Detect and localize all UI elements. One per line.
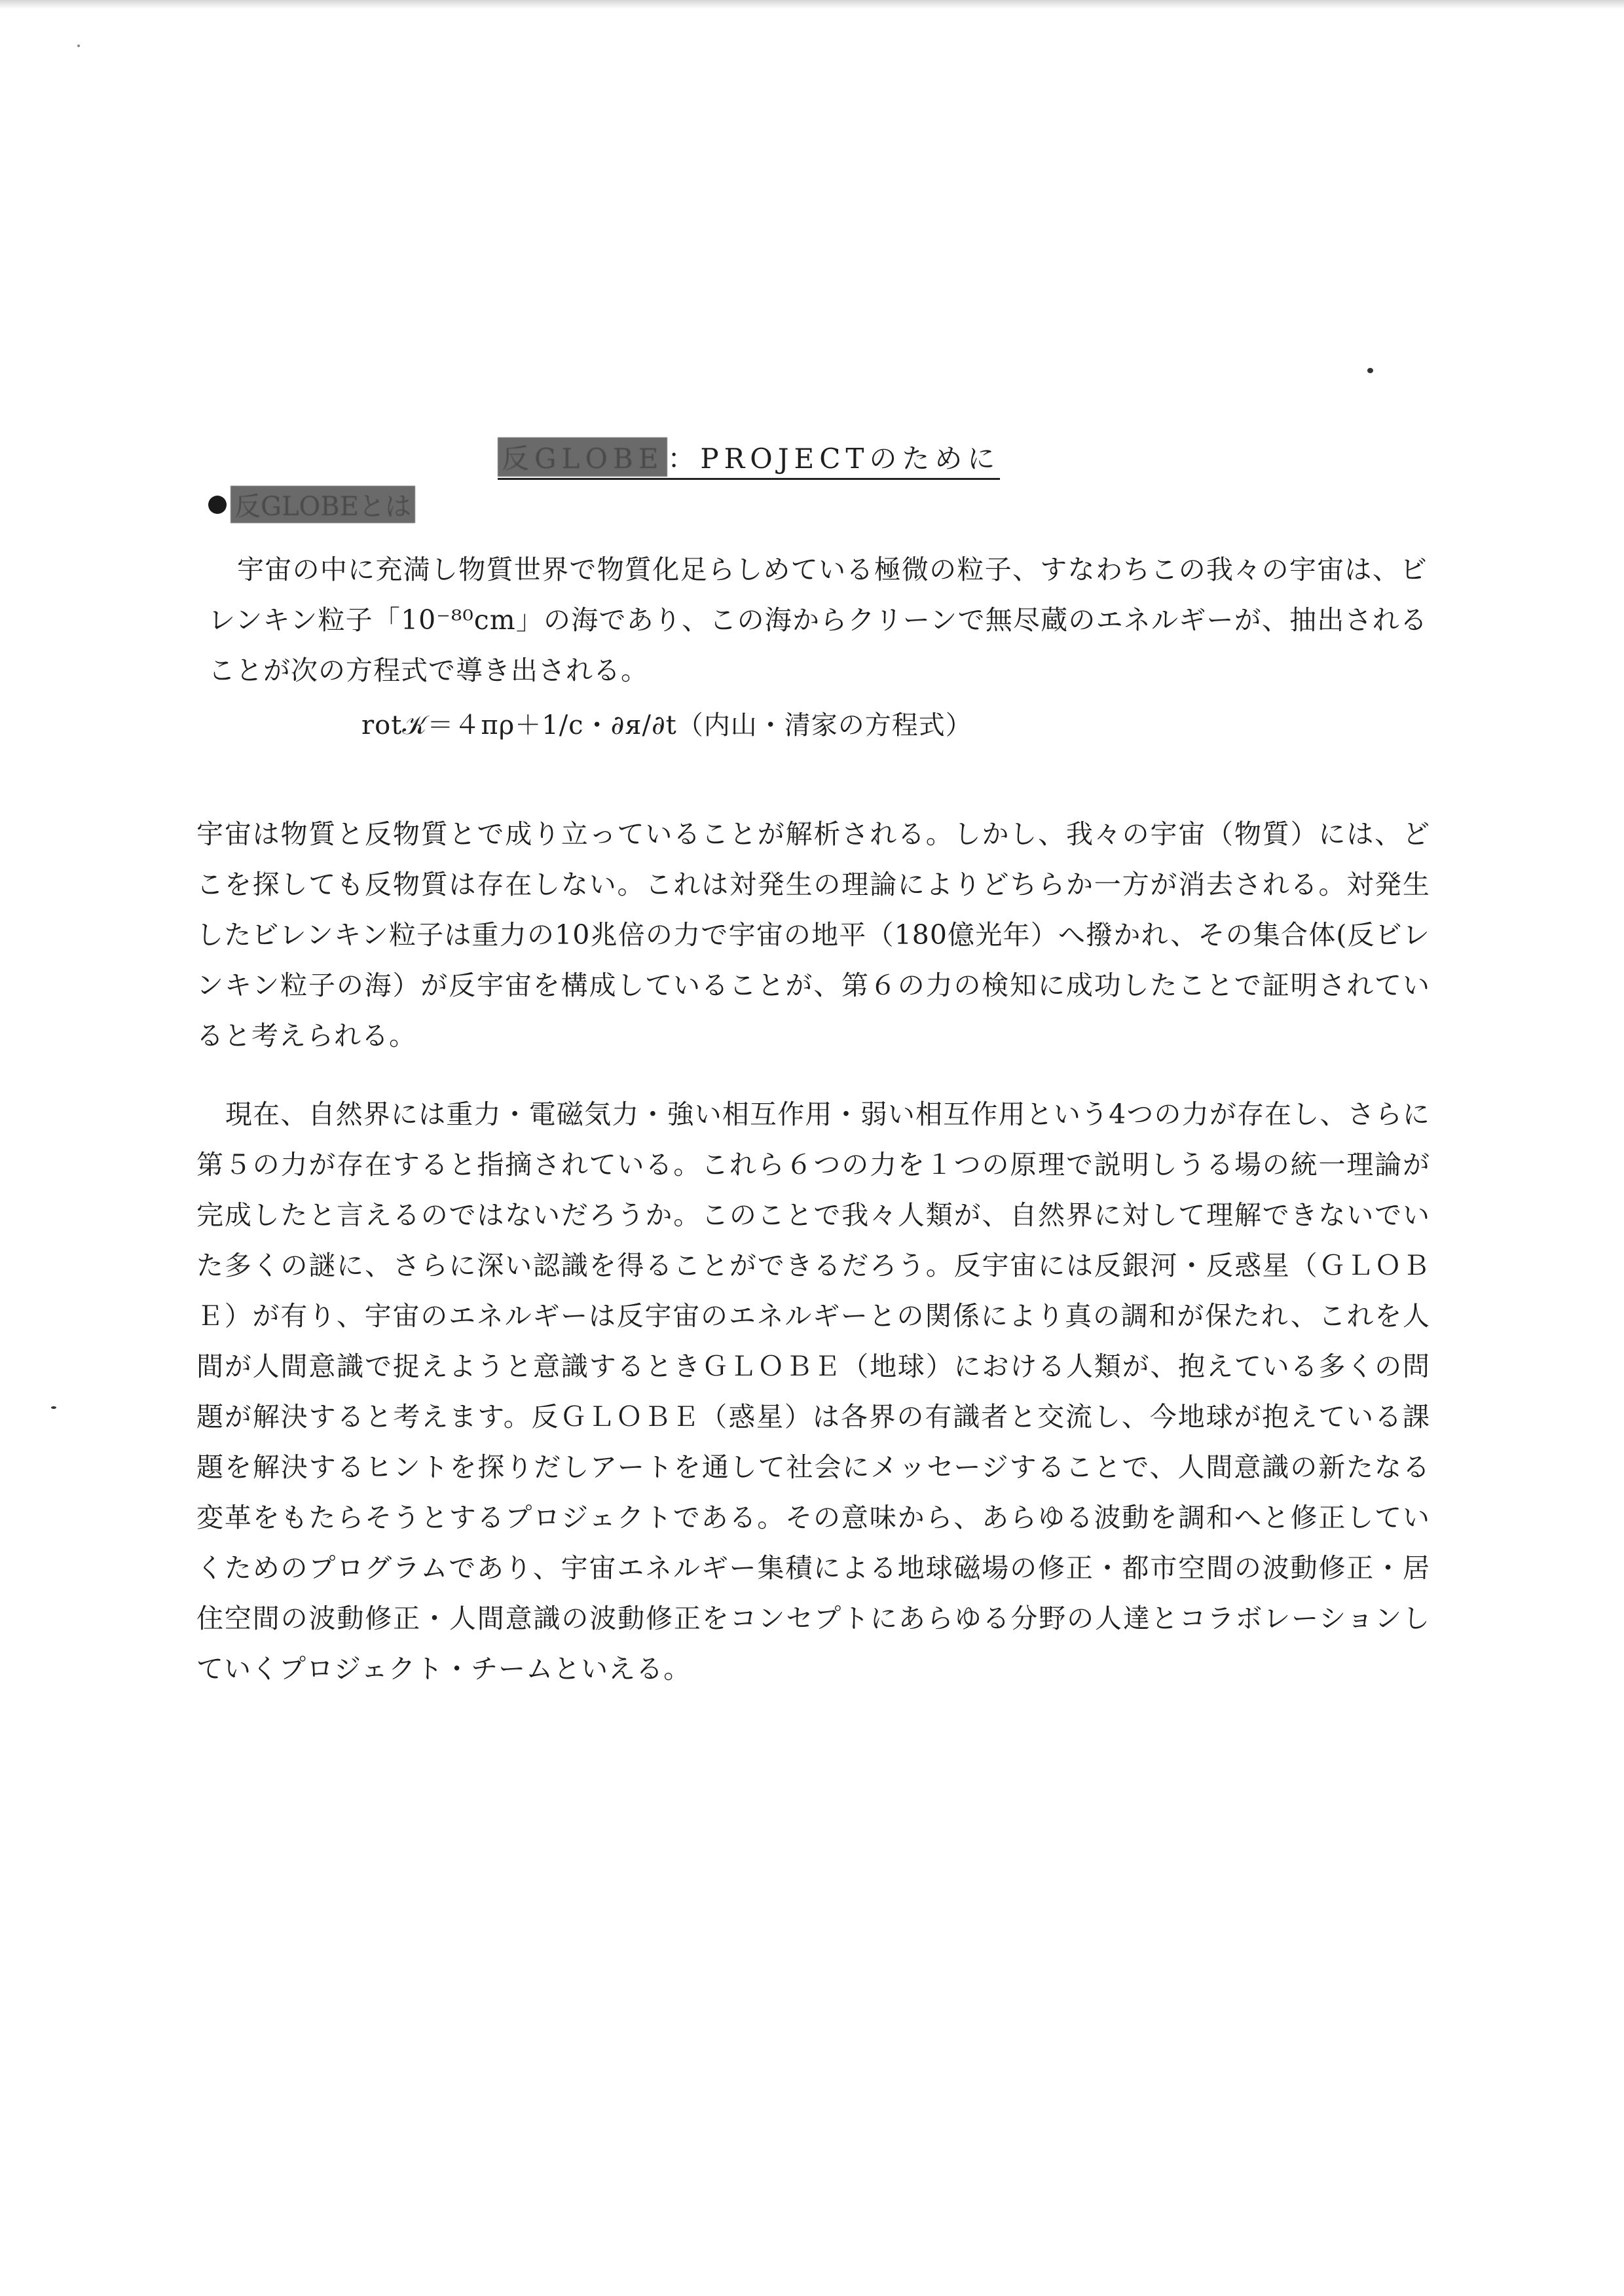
title-text: ：PROJECTのために [667, 443, 1001, 475]
scan-speck [1367, 368, 1373, 373]
document-title [498, 437, 1000, 480]
redacted-title-text: 反GLOBE [498, 437, 667, 477]
scan-speck [51, 1406, 56, 1409]
paragraph-3: 現在、自然界には重力・電磁気力・強い相互作用・弱い相互作用という4つの力が存在し、さらに第５の力が存在すると指摘されている。これら６つの力を１つの原理で説明しうる場の統一理論が完成したと言えるのではないだろうか。このことで我々人類が、自然界に対して理解できないでいた多くの謎に、さらに深い認識を得ることができるだろう。反宇宙には反銀河・反惑星（ＧＬＯＢＥ）が有り、宇宙のエネルギーは反宇宙のエネルギーとの関係により真の調和が保たれ、これを人間が人間意識で捉えようと意識するときＧＬＯＢＥ（地球）における人類が、抱えている多くの問題が解決すると考えます。反ＧＬＯＢＥ（惑星）は各界の有識者と交流し、今地球が抱えている課題を解決するヒントを探りだしアートを通して社会にメッセージすることで、人間意識の新たなる変革をもたらそうとするプロジェクトである。その意味から、あらゆる波動を調和へと修正していくためのプログラムであり、宇宙エネルギー集積による地球磁場の修正・都市空間の波動修正・居住空間の波動修正・人間意識の波動修正をコンセプトにあらゆる分野の人達とコラボレーションしていくプロジェクト・チームといえる。 [196, 1099, 1430, 1685]
paragraph-1: 宇宙の中に充満し物質世界で物質化足らしめている極微の粒子、すなわちこの我々の宇宙は、ビレンキン粒子「10⁻⁸⁰cm」の海であり、この海からクリーンで無尽蔵のエネルギーが、抽出されることが次の方程式で導き出される。 [208, 554, 1428, 686]
equation: rot𝒦＝４πρ＋1/c・∂я/∂t（内山・清家の方程式） [361, 710, 972, 740]
section-heading [208, 486, 415, 523]
bullet-icon [208, 496, 227, 514]
paragraph-2: 宇宙は物質と反物質とで成り立っていることが解析される。しかし、我々の宇宙（物質）には、どこを探しても反物質は存在しない。これは対発生の理論によりどちらか一方が消去される。対発生したビレンキン粒子は重力の10兆倍の力で宇宙の地平（180億光年）へ撥かれ、その集合体(反ビレンキン粒子の海）が反宇宙を構成していることが、第６の力の検知に成功したことで証明されていると考えられる。 [196, 818, 1430, 1051]
redacted-heading-text: 反GLOBEとは [231, 486, 415, 523]
scan-speck [77, 45, 80, 47]
scan-edge [0, 0, 1624, 9]
